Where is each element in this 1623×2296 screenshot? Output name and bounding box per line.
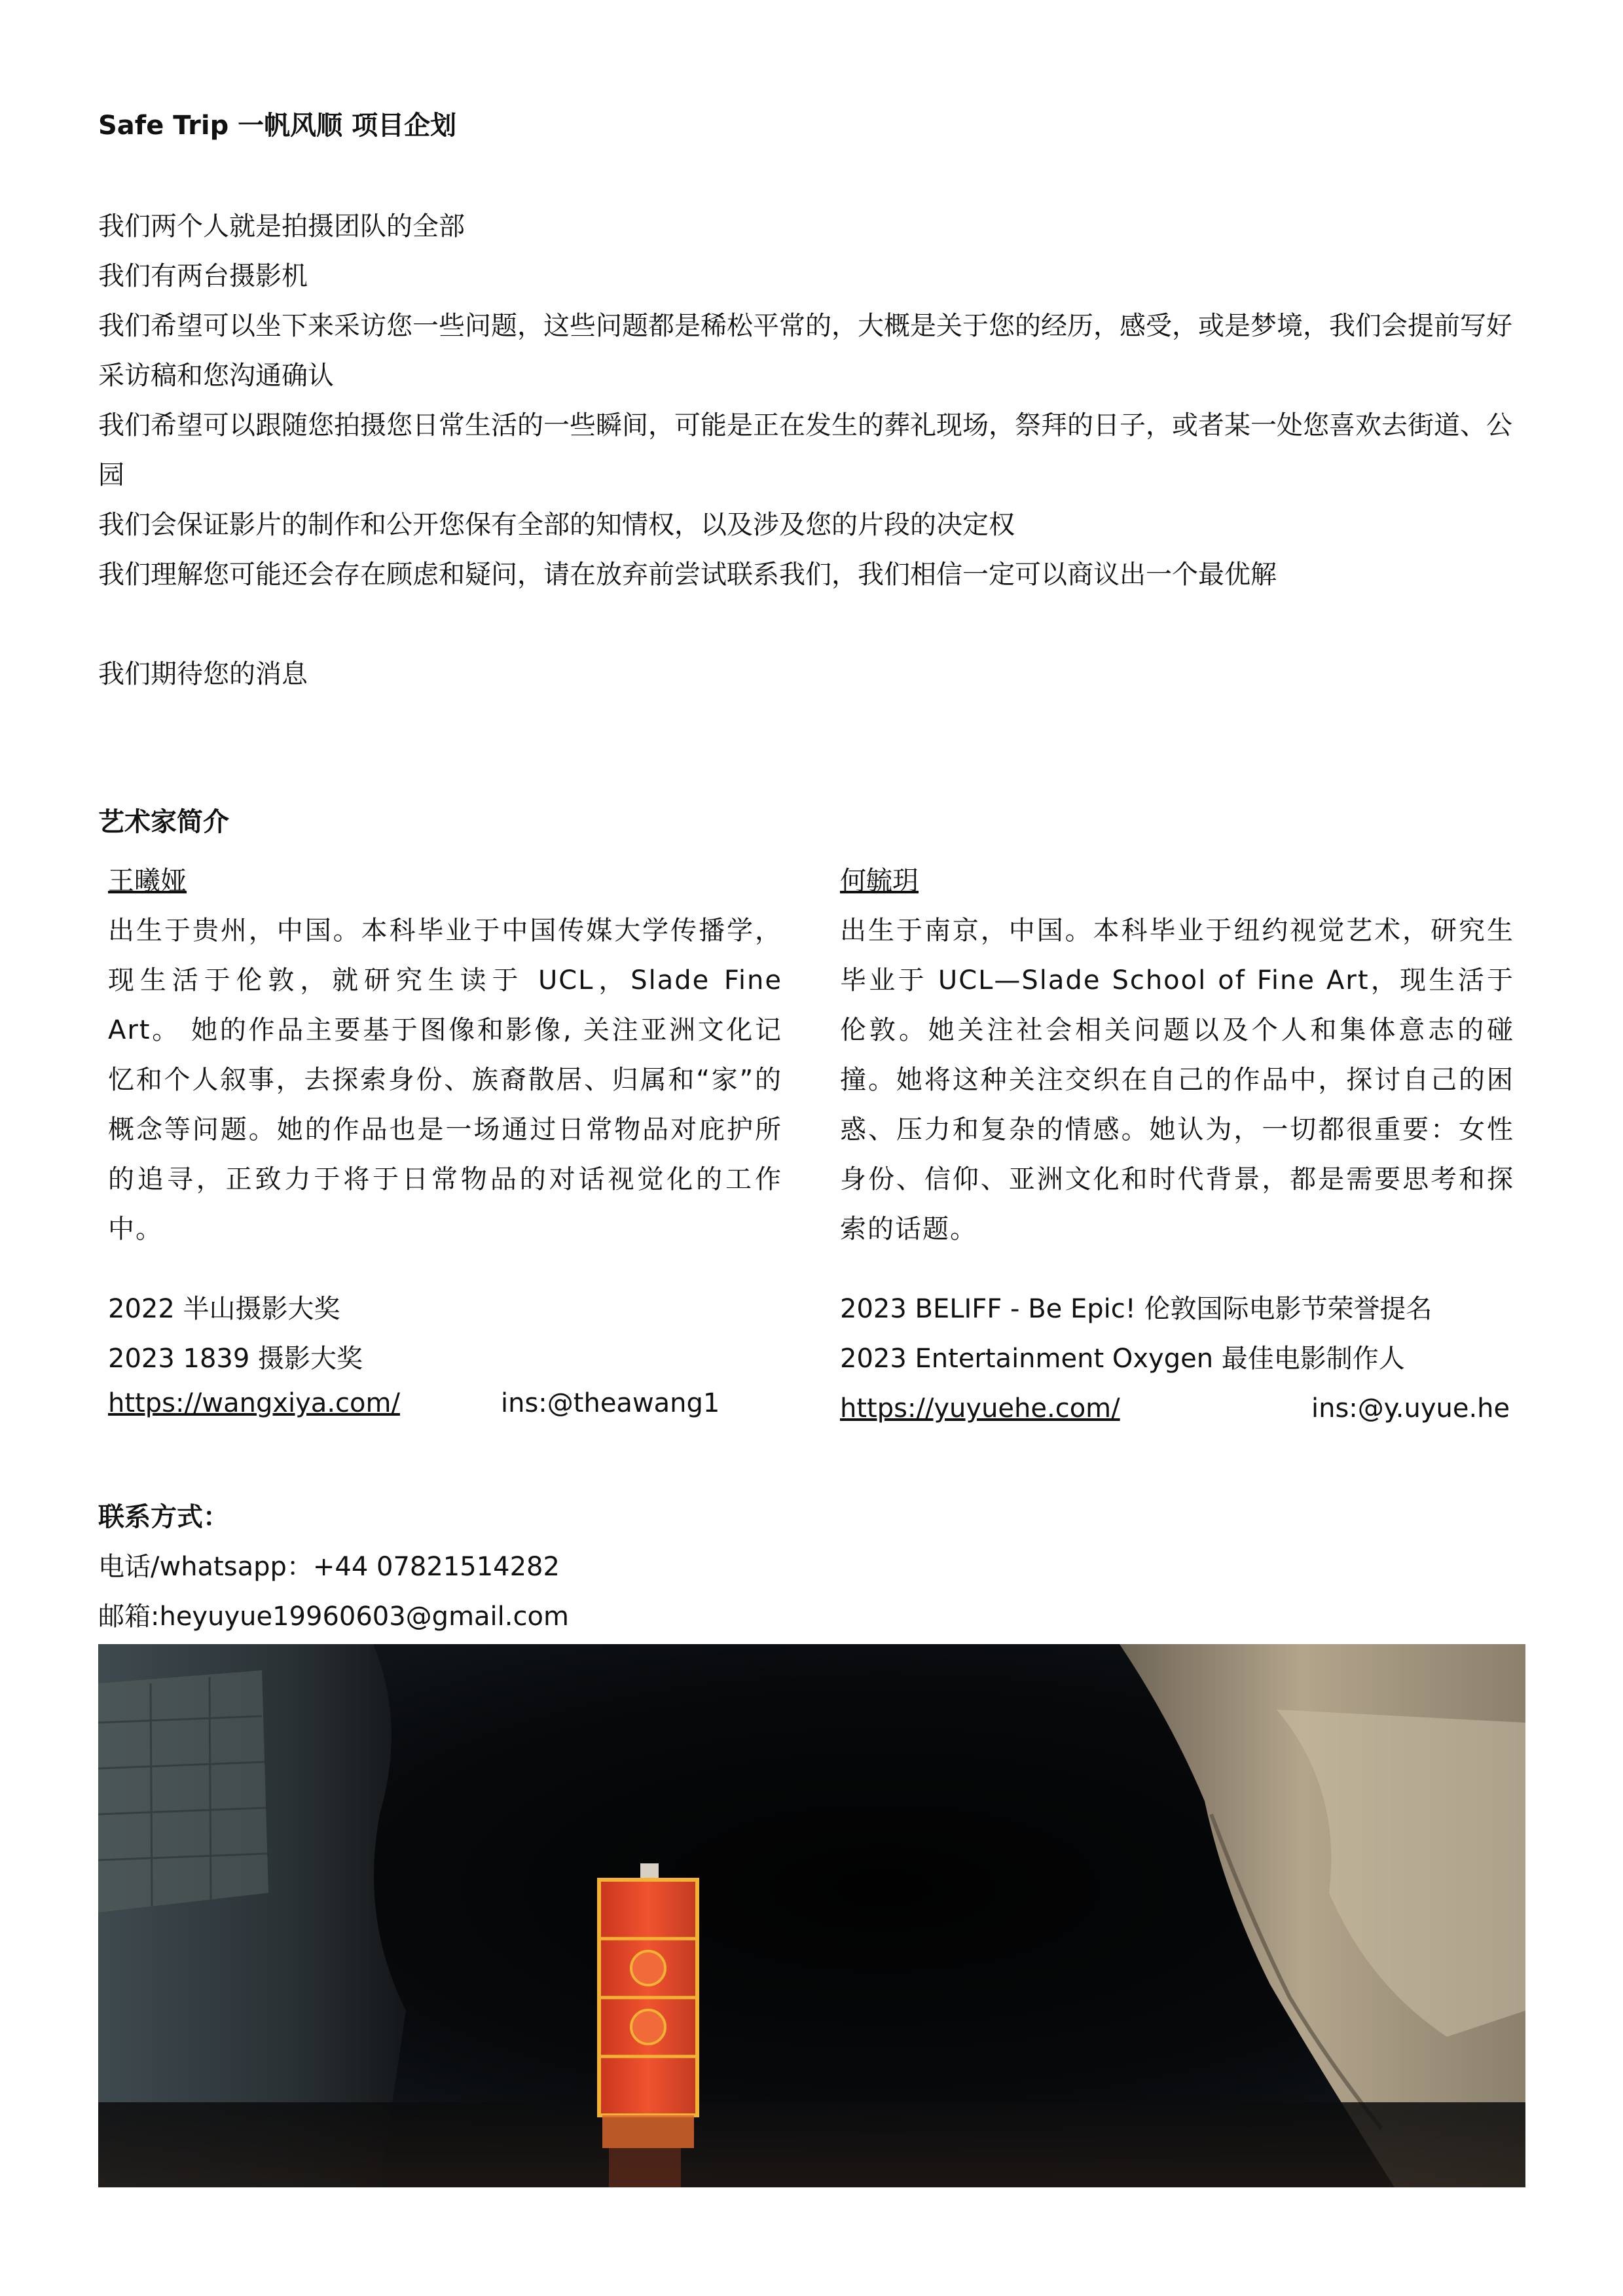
contact-heading: 联系方式：	[98, 1502, 229, 1532]
artist-instagram: ins:@y.uyue.he	[1311, 1393, 1510, 1424]
artist-website-link[interactable]: https://wangxiya.com/	[108, 1388, 400, 1418]
cave-photo	[98, 1644, 1525, 2187]
intro-line: 我们两个人就是拍摄团队的全部	[98, 211, 465, 242]
award-item: 2022 半山摄影大奖	[108, 1294, 340, 1324]
artist-bio: 出生于贵州，中国。本科毕业于中国传媒大学传播学，现生活于伦敦，就研究生读于 UCL，Slade Fine Art。 她的作品主要基于图像和影像, 关注亚洲文化记忆和个人叙事，去探索身份、族裔散居、归属和“家”的概念等问题。她的作品也是一场通过日常物品对庇护所的追寻，正致力于将于日常物品的对话视觉化的工作中。	[108, 916, 782, 1244]
artist-awards-he	[840, 1284, 1514, 1433]
intro-section	[98, 202, 1525, 699]
artist-name: 何毓玥	[840, 866, 919, 896]
contact-email: 邮箱:heyuyue19960603@gmail.com	[98, 1602, 569, 1632]
page-title: Safe Trip 一帆风顺 项目企划	[98, 111, 457, 141]
artist-awards-wang	[108, 1284, 782, 1427]
lantern	[599, 1863, 697, 2148]
intro-line: 我们希望可以跟随您拍摄您日常生活的一些瞬间，可能是正在发生的葬礼现场，祭拜的日子，或者某一处您喜欢去街道、公园	[98, 410, 1512, 490]
artist-column-he	[840, 856, 1514, 1254]
contact-section	[98, 1492, 569, 1641]
artists-heading: 艺术家简介	[98, 807, 229, 837]
artist-bio: 出生于南京，中国。本科毕业于纽约视觉艺术，研究生毕业于 UCL—Slade School of Fine Art，现生活于伦敦。她关注社会相关问题以及个人和集体意志的碰撞。她将这种关注交织在自己的作品中，探讨自己的困惑、压力和复杂的情感。她认为，一切都很重要：女性身份、信仰、亚洲文化和时代背景，都是需要思考和探索的话题。	[840, 916, 1514, 1244]
award-item: 2023 1839 摄影大奖	[108, 1344, 363, 1374]
artist-name: 王曦娅	[108, 866, 187, 896]
intro-line: 我们有两台摄影机	[98, 261, 308, 291]
artist-website-link[interactable]: https://yuyuehe.com/	[840, 1393, 1120, 1424]
intro-line: 我们希望可以坐下来采访您一些问题，这些问题都是稀松平常的，大概是关于您的经历，感受，或是梦境，我们会提前写好采访稿和您沟通确认	[98, 311, 1512, 391]
artist-instagram: ins:@theawang1	[501, 1388, 720, 1418]
award-item: 2023 BELIFF - Be Epic! 伦敦国际电影节荣誉提名	[840, 1294, 1432, 1324]
artist-column-wang	[108, 856, 782, 1254]
intro-line: 我们会保证影片的制作和公开您保有全部的知情权，以及涉及您的片段的决定权	[98, 510, 1015, 540]
award-item: 2023 Entertainment Oxygen 最佳电影制作人	[840, 1344, 1405, 1374]
contact-phone: 电话/whatsapp：+44 07821514282	[98, 1552, 560, 1582]
intro-closing: 我们期待您的消息	[98, 659, 308, 689]
intro-line: 我们理解您可能还会存在顾虑和疑问，请在放弃前尝试联系我们，我们相信一定可以商议出一个最优解	[98, 560, 1277, 590]
